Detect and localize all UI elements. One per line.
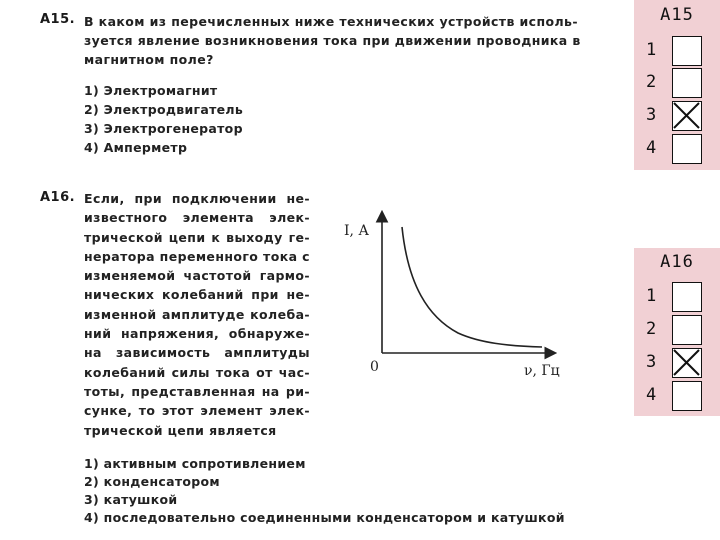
origin-label: 0	[370, 359, 379, 375]
answer-checkbox[interactable]	[672, 68, 702, 98]
answer-number: 3	[646, 352, 657, 372]
a15-question-line-1: В каком из перечисленных ниже технических устройств исполь-	[84, 14, 578, 29]
answer-number: 3	[646, 105, 657, 125]
a16-question-line-13: трической цепи является	[84, 422, 277, 438]
answer-panel-a15	[634, 0, 720, 170]
check-cross-icon	[673, 102, 700, 129]
a16-question-line-12: сунке, то этот элемент элек-	[84, 403, 310, 419]
answer-row-a15-3[interactable]	[634, 101, 720, 131]
a16-question-line-6: нических колебаний при не-	[84, 287, 310, 303]
a16-question-line-11: тоты, представленная на ри-	[84, 383, 310, 399]
answer-checkbox-checked[interactable]	[672, 101, 702, 131]
answer-number: 1	[646, 286, 657, 306]
a16-question-line-4: нератора переменного тока с	[84, 248, 310, 264]
a15-question-line-2: зуется явление возникновения тока при движении проводника в	[84, 33, 581, 48]
answer-checkbox[interactable]	[672, 36, 702, 66]
a16-option-4: 4) последовательно соединенными конденсатором и катушкой	[84, 510, 565, 525]
a15-option-2: 2) Электродвигатель	[84, 102, 244, 117]
a16-question-number: А16.	[40, 190, 76, 205]
a16-question-line-9: на зависимость амплитуды	[84, 345, 310, 361]
answer-number: 2	[646, 72, 657, 92]
a16-question-line-3: трической цепи к выходу ге-	[84, 229, 310, 245]
answer-row-a16-2[interactable]	[634, 315, 720, 345]
a16-question-line-10: колебаний силы тока от час-	[84, 364, 310, 380]
a16-question-line-5: изменяемой частотой гармо-	[84, 268, 310, 284]
answer-number: 1	[646, 40, 657, 60]
answer-number: 4	[646, 385, 657, 405]
a15-option-4: 4) Амперметр	[84, 140, 188, 155]
a16-question-text	[84, 188, 310, 439]
a16-question-line-2: известного элемента элек-	[84, 210, 310, 226]
answer-panel-a16-title: А16	[660, 252, 694, 272]
answer-row-a16-4[interactable]	[634, 381, 720, 411]
answer-row-a15-1[interactable]	[634, 36, 720, 66]
answer-panel-a16	[634, 248, 720, 416]
a16-option-1: 1) активным сопротивлением	[84, 456, 306, 471]
a15-question-line-3: магнитном поле?	[84, 52, 214, 67]
a16-question-line-8: ний напряжения, обнаруже-	[84, 326, 310, 342]
y-axis-label: I, А	[344, 223, 370, 239]
a15-question-number: А15.	[40, 12, 76, 27]
a16-question-line-1: Если, при подключении не-	[84, 191, 310, 206]
answer-row-a15-4[interactable]	[634, 134, 720, 164]
a15-option-3: 3) Электрогенератор	[84, 121, 243, 136]
x-axis-label: ν, Гц	[524, 363, 560, 379]
answer-checkbox-checked[interactable]	[672, 348, 702, 378]
answer-checkbox[interactable]	[672, 381, 702, 411]
answer-row-a16-1[interactable]	[634, 282, 720, 312]
a16-option-3: 3) катушкой	[84, 492, 178, 507]
current-frequency-graph	[330, 205, 570, 385]
answer-number: 4	[646, 138, 657, 158]
answer-row-a16-3[interactable]	[634, 348, 720, 378]
answer-panel-a15-title: А15	[660, 5, 694, 25]
current-curve	[402, 227, 542, 347]
answer-checkbox[interactable]	[672, 315, 702, 345]
a15-option-1: 1) Электромагнит	[84, 83, 218, 98]
answer-checkbox[interactable]	[672, 134, 702, 164]
answer-row-a15-2[interactable]	[634, 68, 720, 98]
a16-option-2: 2) конденсатором	[84, 474, 220, 489]
answer-checkbox[interactable]	[672, 282, 702, 312]
answer-number: 2	[646, 319, 657, 339]
check-cross-icon	[673, 349, 700, 376]
a16-question-line-7: изменной амплитуде колеба-	[84, 306, 310, 322]
